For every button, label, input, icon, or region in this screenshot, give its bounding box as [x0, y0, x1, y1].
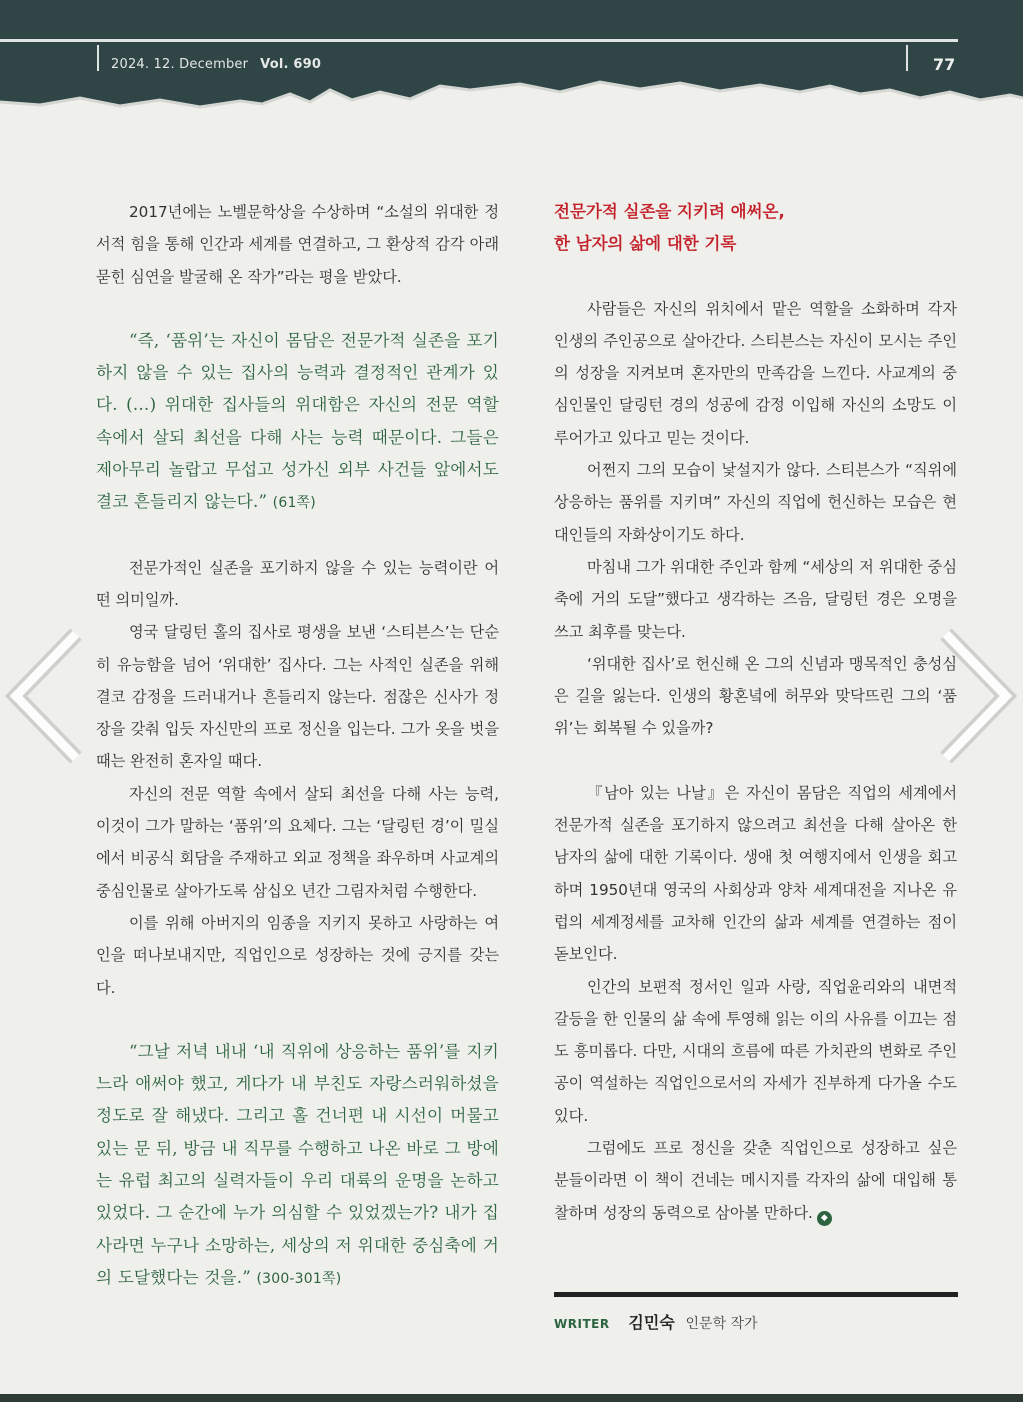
issue-date: 2024. 12. December: [111, 57, 249, 72]
quote-text: “그날 저녁 내내 ‘내 직위에 상응하는 품위’를 지키느라 애써야 했고, 게다가 내 부친도 자랑스러워하셨을 정도로 잘 해냈다. 그리고 홀 건너편 내 시선이 머물고 있는 문 뒤, 방금 내 직무를 수행하고 나온 바로 그 방에는 유럽 최고의 실력자들이 우리 대륙의 운명을 논하고 있었다. 그 순간에 누가 의심할 수 있었겠는가? 내가 집사라면 누구나 소망하는, 세상의 저 위대한 중심축에 거의 도달했다는 것을.”: [96, 1041, 499, 1287]
block-quote: [96, 325, 499, 520]
quote-citation: (61쪽): [272, 495, 316, 512]
paragraph: [554, 1132, 957, 1229]
chevron-right-icon[interactable]: [938, 626, 1018, 766]
paragraph: 전문가적인 실존을 포기하지 않을 수 있는 능력이란 어떤 의미일까.: [96, 558, 499, 609]
torn-paper-edge: [0, 80, 1023, 160]
paragraph: 2017년에는 노벨문학상을 수상하며 “소설의 위대한 정서적 힘을 통해 인간과 세계를 연결하고, 그 환상적 감각 아래 묻힌 심연을 발굴해 온 작가”라는 평을 받았다.: [96, 203, 499, 286]
paragraph: 자신의 전문 역할 속에서 살되 최선을 다해 사는 능력, 이것이 그가 말하는 ‘품위’의 요체다. 그는 ‘달링턴 경’이 밀실에서 비공식 회담을 주재하고 외교 정책을 좌우하며 사교계의 중심인물로 살아가도록 삼십오 년간 그림자처럼 수행한다.: [96, 784, 499, 900]
section-subtitle: [554, 196, 957, 261]
paragraph: ‘위대한 집사’로 헌신해 온 그의 신념과 맹목적인 충성심은 길을 잃는다. 인생의 황혼녘에 허무와 맞닥뜨린 그의 ‘품위’는 회복될 수 있을까?: [554, 654, 957, 738]
writer-label: WRITER: [554, 1317, 610, 1331]
writer-credit: [554, 1310, 758, 1333]
header-rule: [0, 39, 958, 42]
block-quote: [96, 1036, 499, 1295]
paragraph: 어쩐지 그의 모습이 낯설지가 않다. 스티븐스가 “직위에 상응하는 품위를 지키며” 자신의 직업에 헌신하는 모습은 현대인들의 자화상이기도 하다.: [554, 461, 957, 544]
page-number: 77: [933, 55, 956, 74]
paragraph: 『남아 있는 나날』은 자신이 몸담은 직업의 세계에서 전문가적 실존을 포기하지 않으려고 최선을 다해 살아온 한 남자의 삶에 대한 기록이다. 생애 첫 여행지에서 인생을 회고하며 1950년대 영국의 사회상과 양차 세계대전을 지나온 유럽의 세계정세를 교차해 인간의 삶과 세계를 연결하는 점이 돋보인다.: [554, 783, 957, 964]
bottom-strip: [0, 1394, 1023, 1402]
paragraph: 사람들은 자신의 위치에서 맡은 역할을 소화하며 각자 인생의 주인공으로 살아간다. 스티븐스는 자신이 모시는 주인의 성장을 지켜보며 혼자만의 만족감을 느낀다. 사교계의 중심인물인 달링턴 경의 성공에 감정 이입해 자신의 소망도 이루어가고 있다고 믿는 것이다.: [554, 299, 957, 447]
issue-volume: Vol. 690: [260, 57, 322, 72]
header-divider-left: [97, 45, 99, 71]
header-divider-right: [906, 45, 908, 71]
end-mark-icon: ◆: [817, 1211, 832, 1226]
chevron-left-icon[interactable]: [4, 626, 84, 766]
writer-divider: [554, 1292, 958, 1297]
writer-name: 김민숙: [628, 1313, 675, 1332]
subtitle-line-2: 한 남자의 삶에 대한 기록: [554, 234, 737, 254]
paragraph: 인간의 보편적 정서인 일과 사랑, 직업윤리와의 내면적 갈등을 한 인물의 삶 속에 투영해 읽는 이의 사유를 이끄는 점도 흥미롭다. 다만, 시대의 흐름에 따른 가치관의 변화로 주인공이 역설하는 직업인으로서의 자세가 진부하게 다가올 수도 있다.: [554, 977, 957, 1125]
right-column: [554, 196, 957, 1229]
issue-info: [111, 57, 321, 72]
subtitle-line-1: 전문가적 실존을 지키려 애써온,: [554, 202, 785, 221]
left-column: [96, 196, 499, 1295]
paragraph: 마침내 그가 위대한 주인과 함께 “세상의 저 위대한 중심축에 거의 도달”했다고 생각하는 즈음, 달링턴 경은 오명을 쓰고 최후를 맞는다.: [554, 557, 957, 641]
paragraph: 영국 달링턴 홀의 집사로 평생을 보낸 ‘스티븐스’는 단순히 유능함을 넘어 ‘위대한’ 집사다. 그는 사적인 실존을 위해 결코 감정을 드러내거나 흔들리지 않는다. 점잖은 신사가 정장을 갖춰 입듯 자신만의 프로 정신을 입는다. 그가 옷을 벗을 때는 완전히 혼자일 때다.: [96, 623, 499, 771]
quote-text: “즉, ‘품위’는 자신이 몸담은 전문가적 실존을 포기하지 않을 수 있는 집사의 능력과 결정적인 관계가 있다. (…) 위대한 집사들의 위대함은 자신의 전문 역할 속에서 살되 최선을 다해 사는 능력 때문이다. 그들은 제아무리 놀랍고 무섭고 성가신 외부 사건들 앞에서도 결코 흔들리지 않는다.”: [96, 330, 499, 512]
quote-citation: (300-301쪽): [256, 1270, 342, 1287]
paragraph-text: 그럼에도 프로 정신을 갖춘 직업인으로 성장하고 싶은 분들이라면 이 책이 건네는 메시지를 각자의 삶에 대입해 통찰하며 성장의 동력으로 삼아볼 만하다.: [554, 1139, 957, 1222]
writer-role: 인문학 작가: [685, 1316, 758, 1332]
paragraph: 이를 위해 아버지의 임종을 지키지 못하고 사랑하는 여인을 떠나보내지만, 직업인으로 성장하는 것에 긍지를 갖는다.: [96, 913, 499, 997]
